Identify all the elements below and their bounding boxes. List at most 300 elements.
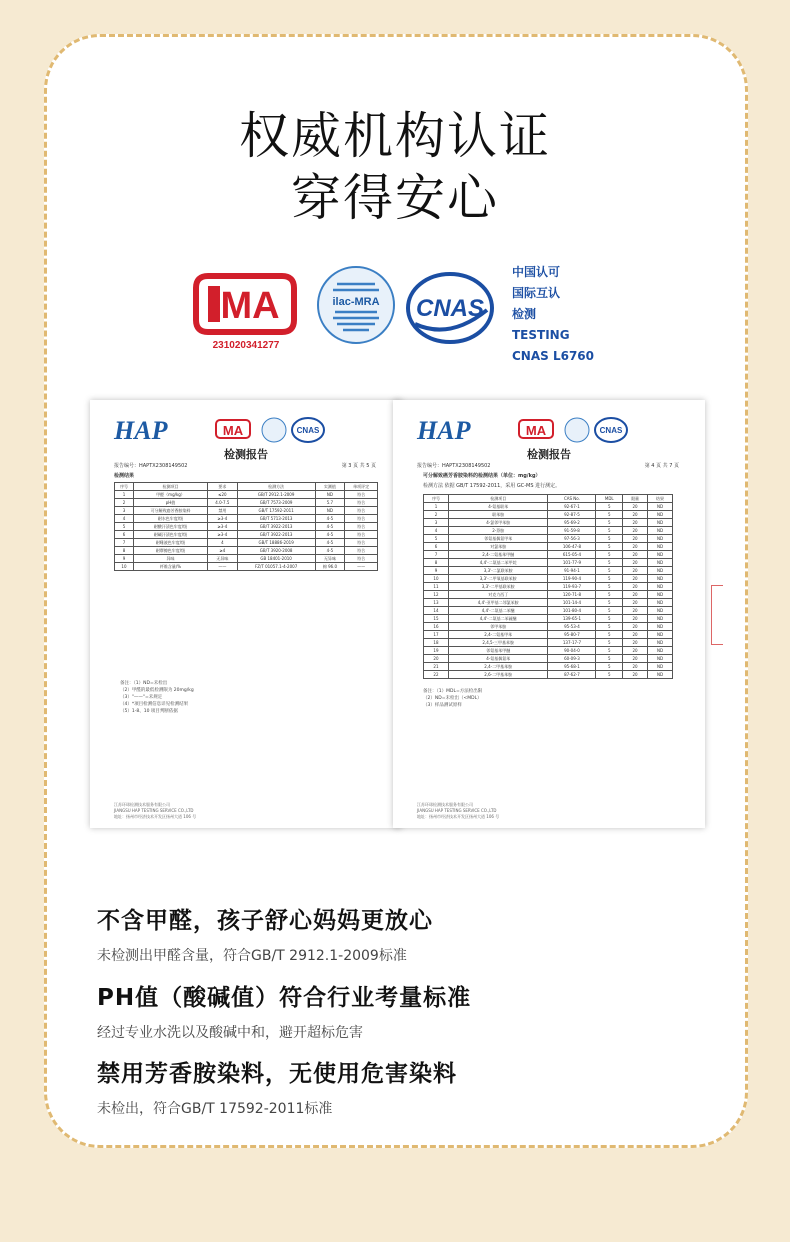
table-row	[115, 531, 378, 539]
table-cell: ND	[648, 535, 673, 543]
feature-formaldehyde	[97, 902, 717, 965]
table-cell: 限量	[623, 495, 648, 503]
table-cell: 对克力西丁	[448, 591, 548, 599]
note-line: （4）*项目检测信息详见检测结果	[120, 702, 189, 707]
table-cell: 101-80-4	[548, 607, 596, 615]
table-header-row	[424, 495, 673, 503]
footer-line: 江苏环球检测技术服务有限公司	[417, 802, 473, 807]
table-row	[424, 615, 673, 623]
table-cell: 4,4'-亚甲基二邻氯苯胺	[448, 599, 548, 607]
table-cell: 4-5	[315, 539, 345, 547]
report-notes	[423, 688, 482, 709]
table-row	[424, 527, 673, 535]
test-report-page-1	[90, 400, 402, 828]
feature-description: 未检测出甲醛含量，符合GB/T 2912.1-2009标准	[97, 948, 407, 964]
table-cell: 5	[596, 631, 623, 639]
table-cell: 137-17-7	[548, 639, 596, 647]
table-cell: 20	[623, 671, 648, 679]
table-cell: 101-14-4	[548, 599, 596, 607]
table-row	[115, 523, 378, 531]
table-cell: 20	[623, 631, 648, 639]
table-cell: ND	[648, 607, 673, 615]
table-cell: 对氯苯胺	[448, 543, 548, 551]
table-cell: 3,3'-二甲基联苯胺	[448, 583, 548, 591]
table-cell: 4-氯邻甲苯胺	[448, 519, 548, 527]
table-cell: 92-67-1	[548, 503, 596, 511]
note-line: 备注：（1）MDL=方法检出限	[423, 689, 483, 694]
report-title: 检测报告	[224, 448, 268, 461]
table-cell: 4,4'-二氨基二苯醚	[448, 607, 548, 615]
table-cell: 4-氨基偶氮苯	[448, 655, 548, 663]
aromatic-amine-table	[423, 494, 673, 679]
table-cell: GB/T 3922-2013	[237, 523, 315, 531]
report-cnas-label: CNAS	[296, 426, 320, 435]
table-row	[424, 519, 673, 527]
table-cell: 13	[424, 599, 449, 607]
table-row	[424, 535, 673, 543]
table-row	[424, 575, 673, 583]
table-cell: 要求	[208, 483, 238, 491]
table-row	[115, 539, 378, 547]
table-row	[115, 491, 378, 499]
table-cell: GB/T 3922-2013	[237, 531, 315, 539]
table-row	[115, 547, 378, 555]
table-cell: 20	[623, 655, 648, 663]
table-cell: 21	[424, 663, 449, 671]
note-line: （2）ND=未检出（<MDL）	[423, 696, 482, 701]
table-cell: MDL	[596, 495, 623, 503]
table-cell: 20	[623, 503, 648, 511]
table-cell: 5	[596, 663, 623, 671]
table-cell: ND	[648, 527, 673, 535]
table-cell: GB/T 2912.1-2009	[237, 491, 315, 499]
table-cell: 3	[115, 507, 134, 515]
feature-title: PH值（酸碱值）符合行业考量标准	[97, 985, 472, 1011]
table-cell: 91-59-8	[548, 527, 596, 535]
table-row	[115, 563, 378, 571]
table-cell: 20	[623, 551, 648, 559]
table-cell: GB/T 17592-2011	[237, 507, 315, 515]
table-cell: 符合	[345, 491, 378, 499]
table-cell: ND	[648, 631, 673, 639]
table-cell: ND	[648, 583, 673, 591]
table-cell: 7	[424, 551, 449, 559]
table-header-row	[115, 483, 378, 491]
table-cell: 棉 96.0	[315, 563, 345, 571]
table-cell: 异味	[133, 555, 207, 563]
note-line: （2）甲醛的最低检测限为 20mg/kg	[120, 688, 194, 693]
table-cell: 序号	[424, 495, 449, 503]
table-cell: 符合	[345, 531, 378, 539]
report-page-number: 第 4 页 共 7 页	[644, 463, 679, 469]
hap-logo: HAP	[417, 416, 471, 445]
note-line: （5）1-8、10 项目判断依据	[120, 709, 178, 714]
table-cell: 20	[623, 559, 648, 567]
table-cell: 符合	[345, 539, 378, 547]
table-cell: 5	[596, 503, 623, 511]
table-cell: 邻氨基苯甲醚	[448, 647, 548, 655]
report-section-title: 检测结果	[114, 473, 135, 479]
table-cell: 无异味	[315, 555, 345, 563]
table-cell: 95-80-7	[548, 631, 596, 639]
table-cell: 9	[115, 555, 134, 563]
certification-logos	[190, 258, 610, 363]
table-cell: 5	[424, 535, 449, 543]
table-cell: 4	[208, 539, 238, 547]
footer-line: 江苏环球检测技术服务有限公司	[114, 802, 170, 807]
report-method: 检测方法 依据 GB/T 17592-2011，采用 GC-MS 进行测定。	[423, 483, 561, 489]
table-cell: 单项评定	[345, 483, 378, 491]
table-cell: 检测项目	[448, 495, 548, 503]
table-cell: 5	[596, 583, 623, 591]
table-cell: FZ/T 01057.1-4-2007	[237, 563, 315, 571]
table-cell: ND	[648, 663, 673, 671]
table-cell: 95-53-4	[548, 623, 596, 631]
table-cell: 6	[115, 531, 134, 539]
table-cell: 结果	[648, 495, 673, 503]
table-cell: 22	[424, 671, 449, 679]
table-cell: 耐摩擦色牢度/级	[133, 547, 207, 555]
table-cell: 2,4,5-三甲基苯胺	[448, 639, 548, 647]
table-cell: 5.7	[315, 499, 345, 507]
table-cell: 检测方法	[237, 483, 315, 491]
feature-title: 不含甲醛，孩子舒心妈妈更放心	[97, 908, 433, 934]
test-report-page-2	[393, 400, 705, 828]
table-cell: 20	[623, 511, 648, 519]
footer-line: 地址：扬州市经济技术开发区扬州大道 106 号	[417, 814, 500, 819]
table-row	[115, 555, 378, 563]
table-cell: ≥3-4	[208, 515, 238, 523]
table-cell: 5	[596, 639, 623, 647]
table-cell: 5	[596, 511, 623, 519]
table-cell: 20	[623, 615, 648, 623]
table-row	[424, 631, 673, 639]
table-cell: 8	[424, 559, 449, 567]
table-cell: 1	[424, 503, 449, 511]
table-row	[424, 599, 673, 607]
table-row	[424, 567, 673, 575]
table-cell: 2,4-二氨基苯甲醚	[448, 551, 548, 559]
table-row	[424, 663, 673, 671]
table-cell: 可分解致癌芳香胺染料	[133, 507, 207, 515]
report-title: 检测报告	[527, 448, 571, 461]
table-cell: 8	[115, 547, 134, 555]
table-cell: 序号	[115, 483, 134, 491]
table-row	[115, 499, 378, 507]
table-cell: 耐水色牢度/级	[133, 515, 207, 523]
table-cell: 20	[623, 623, 648, 631]
table-cell: 2,4-二氨基甲苯	[448, 631, 548, 639]
table-cell: 无异味	[208, 555, 238, 563]
table-cell: 16	[424, 623, 449, 631]
table-cell: 91-94-1	[548, 567, 596, 575]
table-cell: 20	[623, 599, 648, 607]
table-cell: 20	[424, 655, 449, 663]
table-cell: ND	[315, 491, 345, 499]
table-cell: 符合	[345, 499, 378, 507]
table-cell: ≥4	[208, 547, 238, 555]
table-row	[424, 671, 673, 679]
table-cell: 4.0-7.5	[208, 499, 238, 507]
table-cell: 4-5	[315, 515, 345, 523]
table-cell: 20	[623, 527, 648, 535]
footer-line: JIANGSU HAP TESTING SERVICE CO.,LTD	[417, 808, 497, 813]
table-cell: 15	[424, 615, 449, 623]
table-cell: 10	[424, 575, 449, 583]
table-cell: 120-71-8	[548, 591, 596, 599]
table-cell: 邻甲苯胺	[448, 623, 548, 631]
table-cell: 5	[596, 575, 623, 583]
note-line: （3）"——"=未规定	[120, 695, 163, 700]
table-cell: 20	[623, 575, 648, 583]
table-cell: 14	[424, 607, 449, 615]
table-cell: 符合	[345, 547, 378, 555]
table-cell: 20	[623, 591, 648, 599]
table-cell: 4-5	[315, 523, 345, 531]
table-cell: 耐酸汗渍色牢度/级	[133, 523, 207, 531]
table-cell: 2-萘胺	[448, 527, 548, 535]
table-row	[424, 543, 673, 551]
seal-edge	[711, 585, 723, 645]
table-cell: 5	[596, 623, 623, 631]
table-cell: 20	[623, 639, 648, 647]
table-cell: ND	[648, 599, 673, 607]
table-cell: 耐碱汗渍色牢度/级	[133, 531, 207, 539]
table-cell: 2,6-二甲基苯胺	[448, 671, 548, 679]
cnas-text-line: 检测	[512, 307, 537, 321]
table-cell: 1	[115, 491, 134, 499]
table-cell: ——	[345, 563, 378, 571]
table-cell: ≥3-4	[208, 523, 238, 531]
report-cert-logos	[214, 416, 384, 446]
table-cell: 3	[424, 519, 449, 527]
cnas-accreditation-text	[512, 262, 594, 367]
table-cell: 4,4'-二氨基二苯硫醚	[448, 615, 548, 623]
note-line: 备注：（1）ND=未检出	[120, 681, 168, 686]
table-cell: 5	[596, 615, 623, 623]
table-cell: 5	[596, 599, 623, 607]
footer-line: 地址：扬州市经济技术开发区扬州大道 106 号	[114, 814, 197, 819]
table-cell: ND	[648, 655, 673, 663]
cma-logo	[190, 268, 302, 354]
feature-ph	[97, 979, 717, 1042]
report-notes	[120, 680, 194, 715]
table-cell: 5	[596, 607, 623, 615]
ilac-label: ilac-MRA	[332, 296, 380, 308]
table-cell: 实测值	[315, 483, 345, 491]
table-cell: ND	[648, 567, 673, 575]
table-cell: 5	[596, 647, 623, 655]
cnas-text-line: TESTING	[512, 328, 570, 342]
table-cell: 9	[424, 567, 449, 575]
report-cnas-label: CNAS	[599, 426, 623, 435]
table-cell: 119-93-7	[548, 583, 596, 591]
table-cell: ND	[648, 647, 673, 655]
table-row	[424, 583, 673, 591]
table-cell: 5	[115, 523, 134, 531]
table-cell: 17	[424, 631, 449, 639]
table-cell: ND	[648, 503, 673, 511]
table-cell: 10	[115, 563, 134, 571]
feature-title: 禁用芳香胺染料，无使用危害染料	[97, 1061, 457, 1087]
table-cell: 纤维含量/%	[133, 563, 207, 571]
table-cell: 5	[596, 567, 623, 575]
page-subtitle: 穿得安心	[291, 169, 499, 227]
report-cma-letters: MA	[222, 423, 244, 438]
table-cell: GB 18401-2010	[237, 555, 315, 563]
table-cell: 20	[623, 663, 648, 671]
table-row	[424, 639, 673, 647]
table-cell: 6	[424, 543, 449, 551]
table-row	[424, 655, 673, 663]
table-cell: 60-09-3	[548, 655, 596, 663]
table-cell: 符合	[345, 515, 378, 523]
table-cell: ND	[648, 623, 673, 631]
table-cell: ≤20	[208, 491, 238, 499]
report-cma-letters: MA	[525, 423, 547, 438]
table-cell: 符合	[345, 507, 378, 515]
table-cell: ND	[648, 511, 673, 519]
table-cell: 5	[596, 559, 623, 567]
hap-logo: HAP	[114, 416, 168, 445]
table-cell: 5	[596, 519, 623, 527]
table-row	[424, 503, 673, 511]
cnas-label: CNAS	[415, 295, 485, 322]
feature-description: 经过专业水洗以及酸碱中和，避开超标危害	[97, 1025, 363, 1041]
report-footer	[417, 802, 499, 820]
table-cell: 87-62-7	[548, 671, 596, 679]
table-cell: CAS No.	[548, 495, 596, 503]
page-title: 权威机构认证	[239, 107, 551, 165]
table-cell: 20	[623, 519, 648, 527]
table-row	[115, 515, 378, 523]
table-cell: ND	[648, 575, 673, 583]
table-cell: ND	[648, 591, 673, 599]
table-cell: 2,4-二甲基苯胺	[448, 663, 548, 671]
table-cell: 615-05-4	[548, 551, 596, 559]
table-cell: ND	[648, 543, 673, 551]
footer-line: JIANGSU HAP TESTING SERVICE CO.,LTD	[114, 808, 194, 813]
table-cell: 119-90-4	[548, 575, 596, 583]
table-cell: GB/T 18886-2019	[237, 539, 315, 547]
table-cell: ND	[648, 615, 673, 623]
table-cell: 4-5	[315, 547, 345, 555]
test-results-table	[114, 482, 378, 571]
table-row	[424, 607, 673, 615]
table-cell: 5	[596, 671, 623, 679]
report-number: 报告编号：HAPTX2308149502	[417, 463, 491, 469]
feature-description: 未检出，符合GB/T 17592-2011标准	[97, 1101, 333, 1117]
table-cell: 20	[623, 535, 648, 543]
table-cell: ——	[208, 563, 238, 571]
cnas-text-line: CNAS L6760	[512, 349, 595, 363]
table-cell: 11	[424, 583, 449, 591]
report-page-number: 第 3 页 共 5 页	[341, 463, 376, 469]
table-row	[424, 559, 673, 567]
table-cell: ND	[648, 551, 673, 559]
table-cell: 5	[596, 527, 623, 535]
feature-dyes	[97, 1055, 717, 1118]
table-cell: 20	[623, 647, 648, 655]
table-cell: 3,3'-二氯联苯胺	[448, 567, 548, 575]
table-cell: ND	[315, 507, 345, 515]
table-row	[424, 591, 673, 599]
table-cell: 95-69-2	[548, 519, 596, 527]
table-row	[424, 623, 673, 631]
table-cell: GB/T 3920-2008	[237, 547, 315, 555]
table-cell: 12	[424, 591, 449, 599]
ilac-mra-logo	[315, 264, 397, 346]
table-cell: 95-68-1	[548, 663, 596, 671]
table-cell: 符合	[345, 555, 378, 563]
cma-number: 231020341277	[212, 340, 280, 351]
table-cell: ND	[648, 519, 673, 527]
table-cell: 4	[115, 515, 134, 523]
table-cell: 检测项目	[133, 483, 207, 491]
table-cell: 耐唾液色牢度/级	[133, 539, 207, 547]
table-cell: 联苯胺	[448, 511, 548, 519]
table-cell: 5	[596, 543, 623, 551]
table-cell: ND	[648, 559, 673, 567]
table-cell: 92-87-5	[548, 511, 596, 519]
table-cell: pH值	[133, 499, 207, 507]
cnas-text-line: 国际互认	[512, 286, 561, 300]
table-cell: GB/T 5713-2013	[237, 515, 315, 523]
cnas-text-line: 中国认可	[512, 265, 561, 279]
table-cell: 20	[623, 543, 648, 551]
table-cell: 97-56-3	[548, 535, 596, 543]
table-cell: 2	[115, 499, 134, 507]
cnas-logo	[405, 270, 495, 346]
table-cell: 106-47-8	[548, 543, 596, 551]
table-cell: 5	[596, 551, 623, 559]
table-cell: 4-5	[315, 531, 345, 539]
report-number: 报告编号：HAPTX2308149502	[114, 463, 188, 469]
report-cert-logos	[517, 416, 687, 446]
table-cell: 139-65-1	[548, 615, 596, 623]
table-cell: 18	[424, 639, 449, 647]
table-cell: ND	[648, 639, 673, 647]
table-cell: 3,3'-二甲氧基联苯胺	[448, 575, 548, 583]
cma-letters: MA	[220, 285, 280, 327]
table-cell: 20	[623, 567, 648, 575]
report-section-title: 可分解致癌芳香胺染料的检测结果（单位：mg/kg）	[423, 473, 541, 479]
table-cell: ND	[648, 671, 673, 679]
table-row	[115, 507, 378, 515]
table-cell: 符合	[345, 523, 378, 531]
table-cell: 4,4'-二氨基二苯甲烷	[448, 559, 548, 567]
note-line: （3）样品测试原样	[423, 703, 462, 708]
table-cell: 20	[623, 607, 648, 615]
table-cell: 甲醛（mg/kg）	[133, 491, 207, 499]
table-row	[424, 551, 673, 559]
table-cell: 4	[424, 527, 449, 535]
table-cell: 5	[596, 655, 623, 663]
report-footer	[114, 802, 196, 820]
table-cell: 7	[115, 539, 134, 547]
table-cell: 90-04-0	[548, 647, 596, 655]
table-cell: 5	[596, 535, 623, 543]
table-row	[424, 511, 673, 519]
table-cell: 4-氨基联苯	[448, 503, 548, 511]
table-cell: 邻氨基偶氮甲苯	[448, 535, 548, 543]
table-cell: 19	[424, 647, 449, 655]
table-cell: 101-77-9	[548, 559, 596, 567]
table-cell: 5	[596, 591, 623, 599]
table-cell: 2	[424, 511, 449, 519]
table-cell: 20	[623, 583, 648, 591]
table-cell: ≥3-4	[208, 531, 238, 539]
